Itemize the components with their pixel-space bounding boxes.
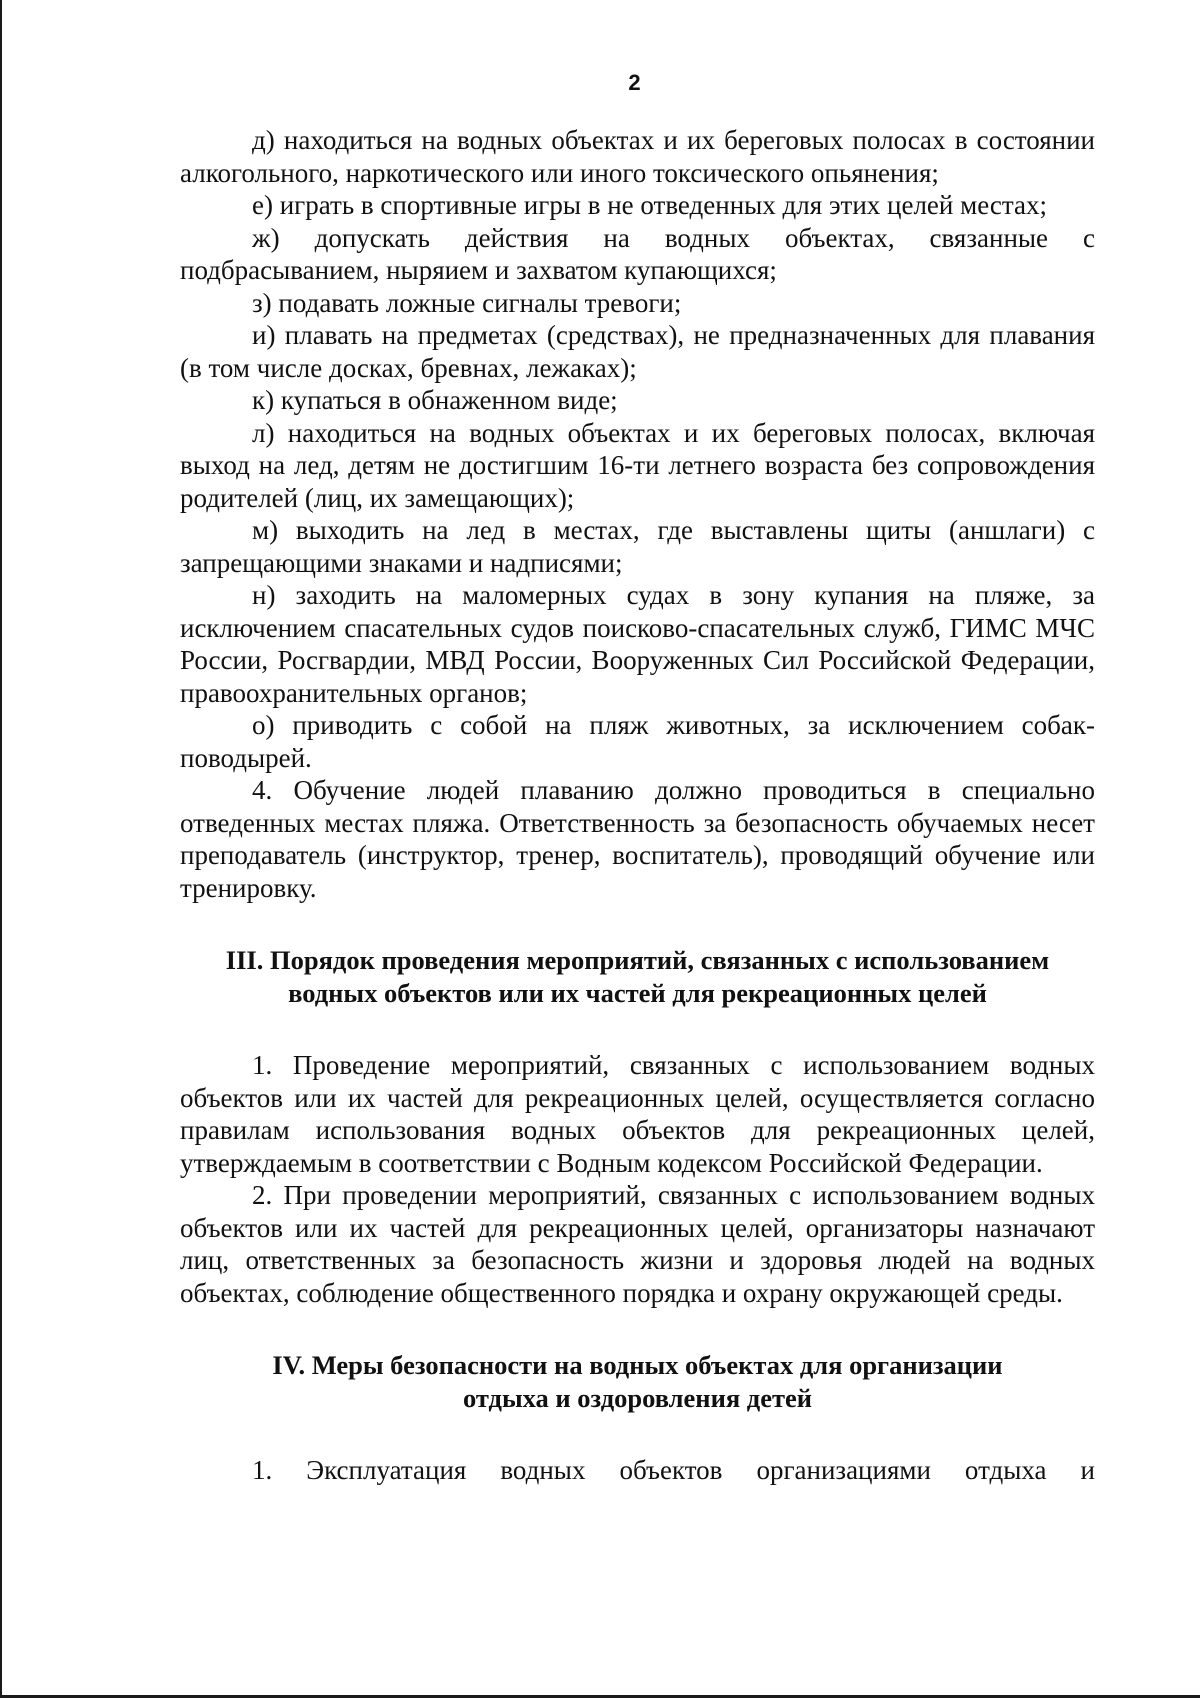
- paragraph-n: н) заходить на маломерных судах в зону купания на пляже, за исключением спасательных судов поисково-спасательных служб, ГИМС МЧС России, Росгвардии, МВД России, Вооруженных Сил Российской Федерации, правоохранительных органов;: [180, 580, 1095, 708]
- paragraph-zh: ж) допускать действия на водных объектах, связанные с подбрасыванием, ныряием и захватом купающихся;: [180, 222, 1095, 285]
- paragraph-k: к) купаться в обнаженном виде;: [252, 385, 618, 415]
- paragraph-d: д) находиться на водных объектах и их береговых полосах в состоянии алкогольного, наркотического или иного токсического опьянения;: [180, 125, 1095, 188]
- section-iii-paragraph-1: 1. Проведение мероприятий, связанных с использованием водных объектов или их частей для рекреационных целей, осуществляется согласно правилам использования водных объектов для рекреационных целей, утверждаемым в соответствии с Водным кодексом Российской Федерации.: [180, 1050, 1095, 1178]
- document-body: [180, 124, 1095, 1487]
- paragraph-m: м) выходить на лед в местах, где выставлены щиты (аншлаги) с запрещающими знаками и надписями;: [180, 515, 1095, 578]
- paragraph-i: и) плавать на предметах (средствах), не предназначенных для плавания (в том числе досках, бревнах, лежаках);: [180, 320, 1095, 383]
- paragraph-item-4: 4. Обучение людей плаванию должно проводиться в специально отведенных местах пляжа. Ответственность за безопасность обучаемых несет преподаватель (инструктор, тренер, воспитатель), проводящий обучение или тренировку.: [180, 775, 1095, 903]
- section-heading-iv-line-1: IV. Меры безопасности на водных объектах для организации: [272, 1350, 1003, 1380]
- paragraph-e: е) играть в спортивные игры в не отведенных для этих целей местах;: [252, 190, 1047, 220]
- section-heading-iii-line-1: III. Порядок проведения мероприятий, связанных с использованием: [225, 945, 1050, 975]
- section-heading-iii-line-2: водных объектов или их частей для рекреационных целей: [288, 977, 987, 1008]
- paragraph-o: о) приводить с собой на пляж животных, за исключением собак-поводырей.: [180, 710, 1095, 773]
- paragraph-l: л) находиться на водных объектах и их береговых полосах, включая выход на лед, детям не достигшим 16-ти летнего возраста без сопровождения родителей (лиц, их замещающих);: [180, 417, 1095, 513]
- section-heading-iii: [180, 944, 1095, 1009]
- section-iv-paragraph-1: 1. Эксплуатация водных объектов организациями отдыха и: [252, 1455, 1095, 1485]
- section-heading-iv-line-2: отдыха и оздоровления детей: [462, 1382, 813, 1413]
- section-iii-paragraph-2: 2. При проведении мероприятий, связанных с использованием водных объектов или их частей для рекреационных целей, организаторы назначают лиц, ответственных за безопасность жизни и здоровья людей на водных объектах, соблюдение общественного порядка и охрану окружающей среды.: [180, 1180, 1095, 1308]
- page-number: 2: [628, 70, 641, 95]
- paragraph-z: з) подавать ложные сигналы тревоги;: [252, 287, 682, 318]
- section-heading-iv: [180, 1349, 1095, 1414]
